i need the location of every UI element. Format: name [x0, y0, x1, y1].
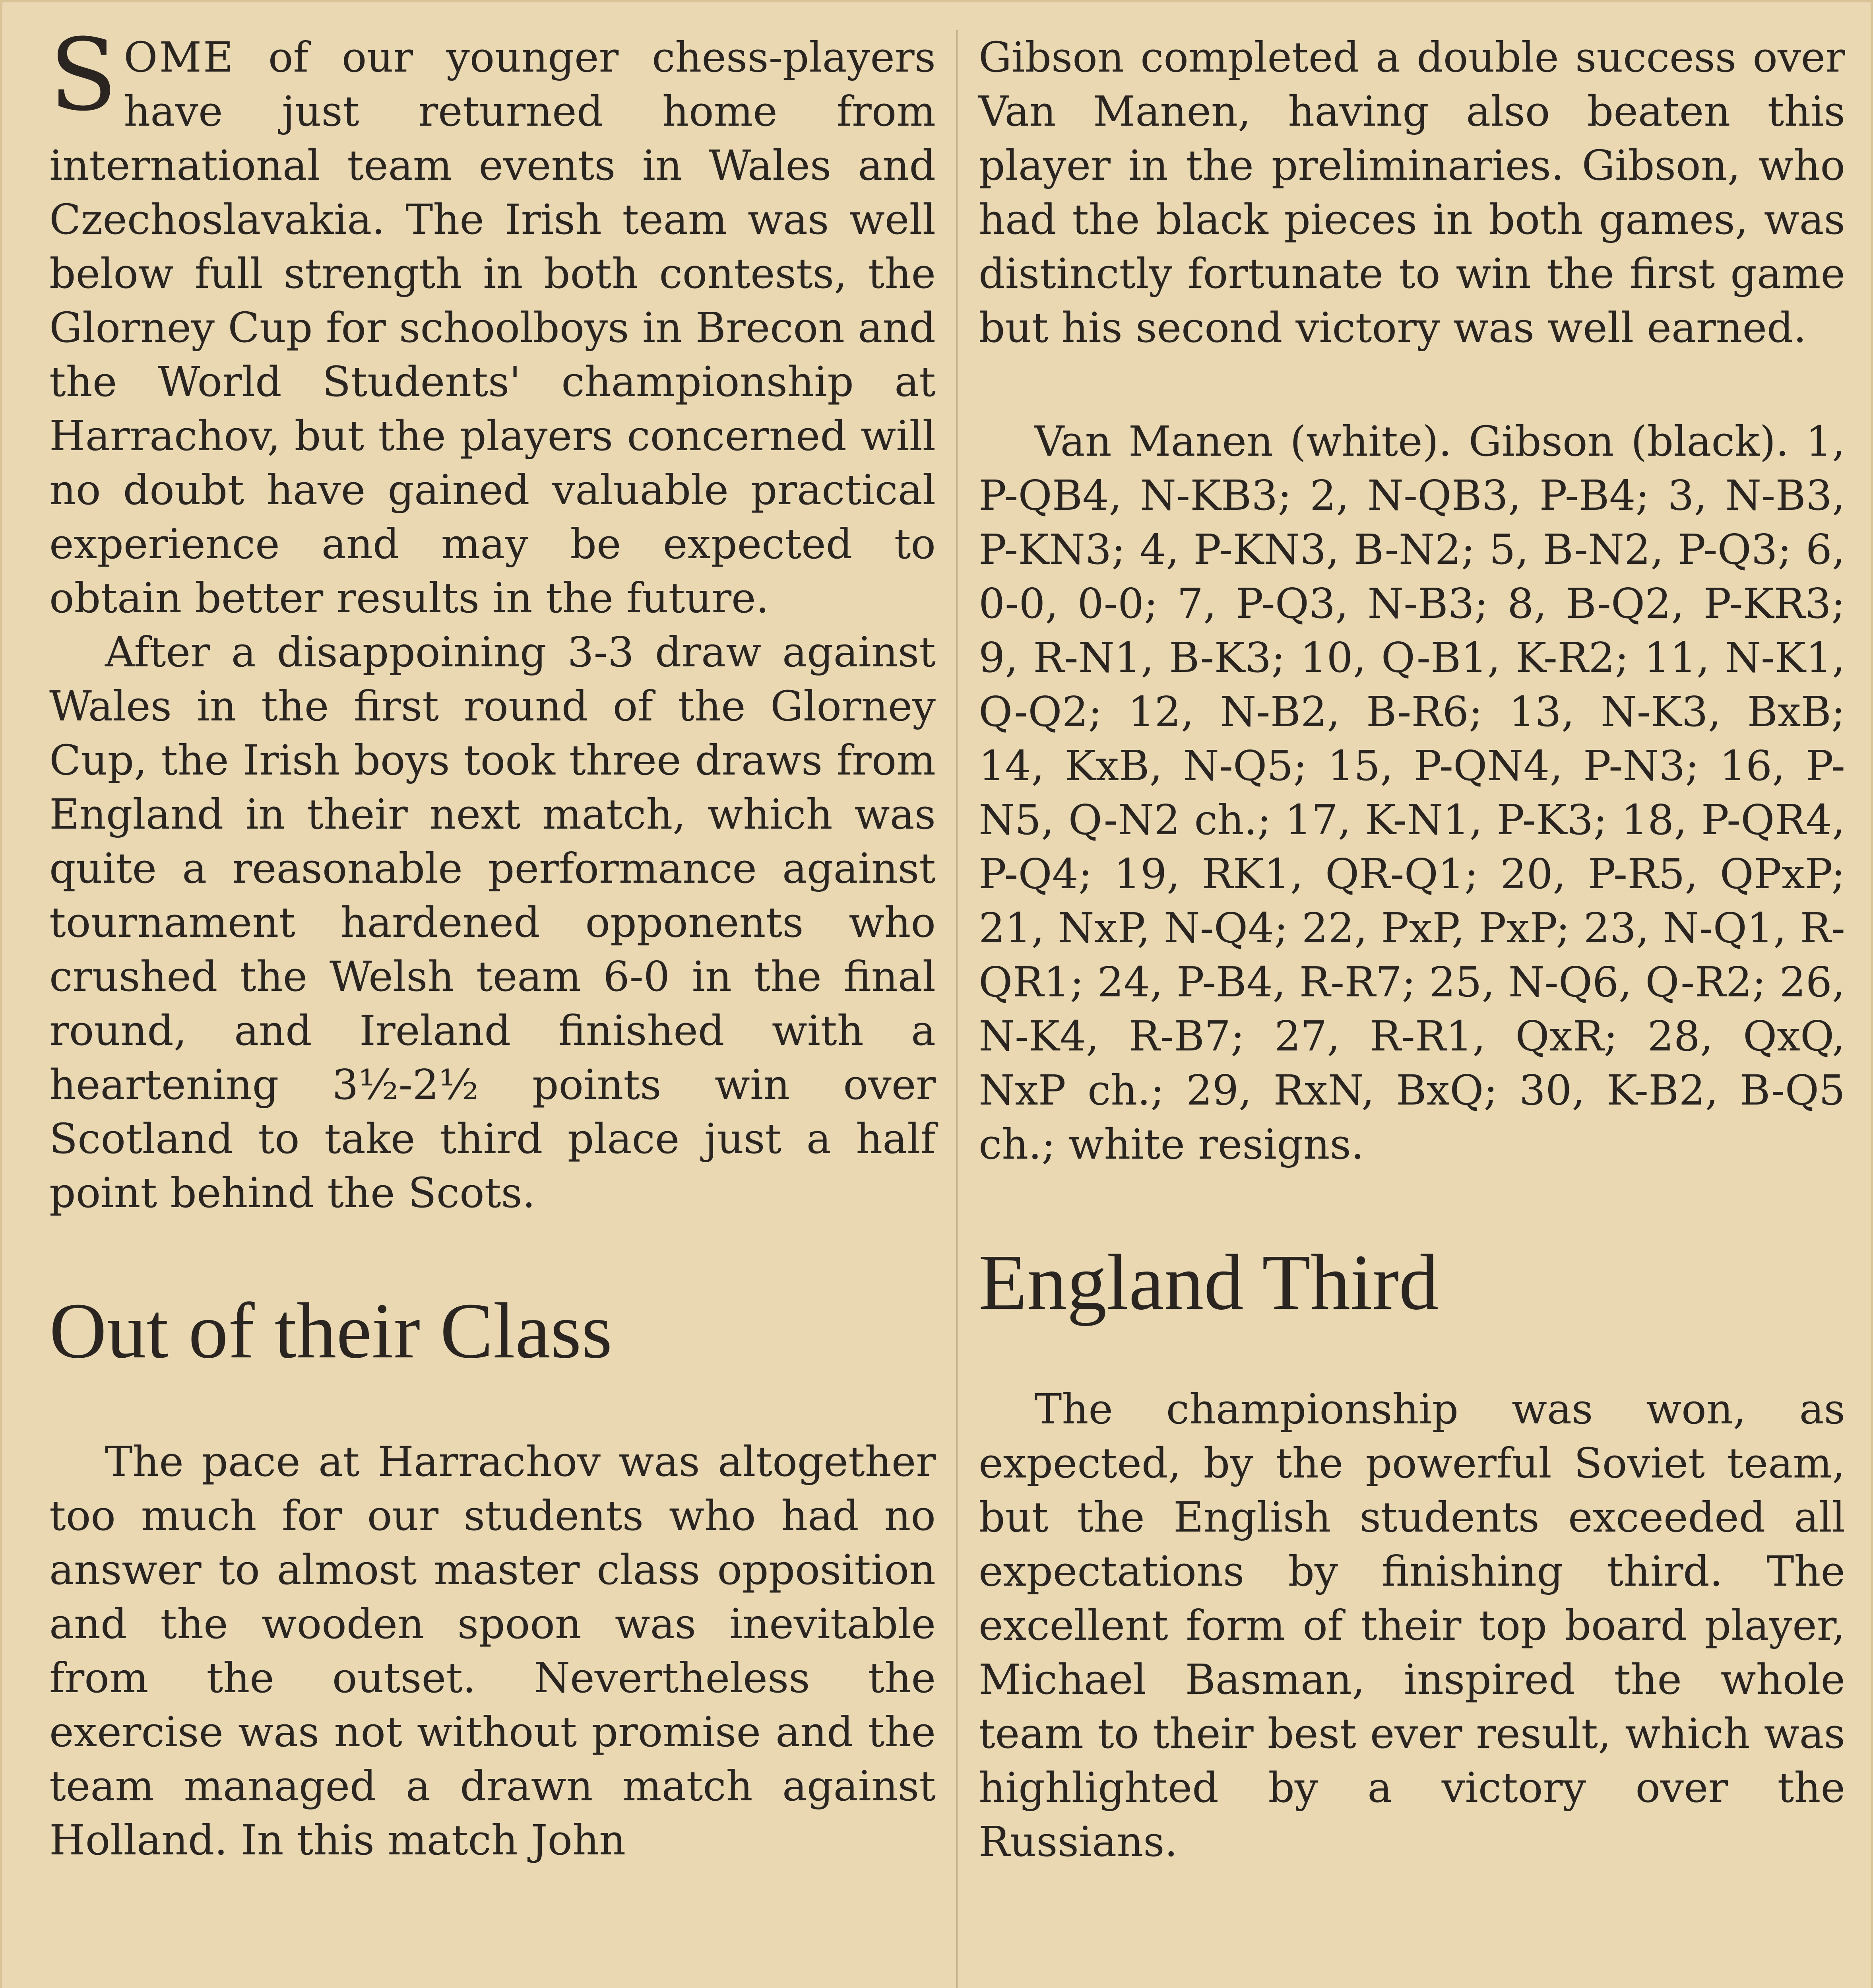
- heading-out-of-their-class: Out of their Class: [49, 1287, 613, 1375]
- intro-caps: OME: [124, 33, 235, 82]
- harrachov-paragraph: The pace at Harrachov was altogether too much for our students who had no answer to almost master class opposition and the wooden spoon was inevitable from the outset. Nevertheless the exercise was not without promise and the team managed a drawn match against Holland. In this match John: [49, 1437, 936, 1864]
- column-divider: [956, 30, 958, 1988]
- left-column: [49, 17, 936, 1867]
- game-score: Van Manen (white). Gibson (black). 1, P-QB4, N-KB3; 2, N-QB3, P-B4; 3, N-B3, P-KN3; 4, P-KN3, B-N2; 5, B-N2, P-Q3; 6, 0-0, 0-0; 7, P-Q3, N-B3; 8, B-Q2, P-KR3; 9, R-N1, B-K3; 10, Q-B1, K-R2; 11, N-K1, Q-Q2; 12, N-B2, B-R6; 13, N-K3, BxB; 14, KxB, N-Q5; 15, P-QN4, P-N3; 16, P-N5, Q-N2 ch.; 17, K-N1, P-K3; 18, P-QR4, P-Q4; 19, RK1, QR-Q1; 20, P-R5, QPxP; 21, NxP, N-Q4; 22, PxP, PxP; 23, N-Q1, R-QR1; 24, P-B4, R-R7; 25, N-Q6, Q-R2; 26, N-K4, R-B7; 27, R-R1, QxR; 28, QxQ, NxP ch.; 29, RxN, BxQ; 30, K-B2, B-Q5 ch.; white resigns.: [979, 417, 1845, 1169]
- championship-paragraph: The championship was won, as expected, by the powerful Soviet team, but the English students exceeded all expectations by finishing third. The excellent form of their top board player, Michael Basman, inspired the whole team to their best ever result, which was highlighted by a victory over the Russians.: [979, 1385, 1845, 1866]
- intro-text: of our younger chess-players have just returned home from international team events in Wales and Czechoslavakia. The Irish team was well below full strength in both contests, the Glorney Cup for schoolboys in Brecon and the World Students' championship at Harrachov, but the players concerned will no doubt have gained valuable practical experience and may be expected to obtain better results in the future.: [49, 33, 936, 622]
- right-column: [979, 30, 1845, 1869]
- gibson-paragraph: Gibson completed a double success over Van Manen, having also beaten this player in the preliminaries. Gibson, who had the black pieces in both games, was distinctly fortunate to win the first game but his second victory was well earned.: [979, 33, 1845, 352]
- intro-paragraph: [49, 17, 936, 625]
- drop-cap: S: [49, 17, 118, 133]
- glorney-cup-paragraph: After a disappoining 3-3 draw against Wales in the first round of the Glorney Cup, the Irish boys took three draws from England in their next match, which was quite a reasonable performance against tournament hardened opponents who crushed the Welsh team 6-0 in the final round, and Ireland finished with a heartening 3½-2½ points win over Scotland to take third place just a half point behind the Scots.: [49, 628, 936, 1217]
- heading-england-third: England Third: [979, 1239, 1439, 1326]
